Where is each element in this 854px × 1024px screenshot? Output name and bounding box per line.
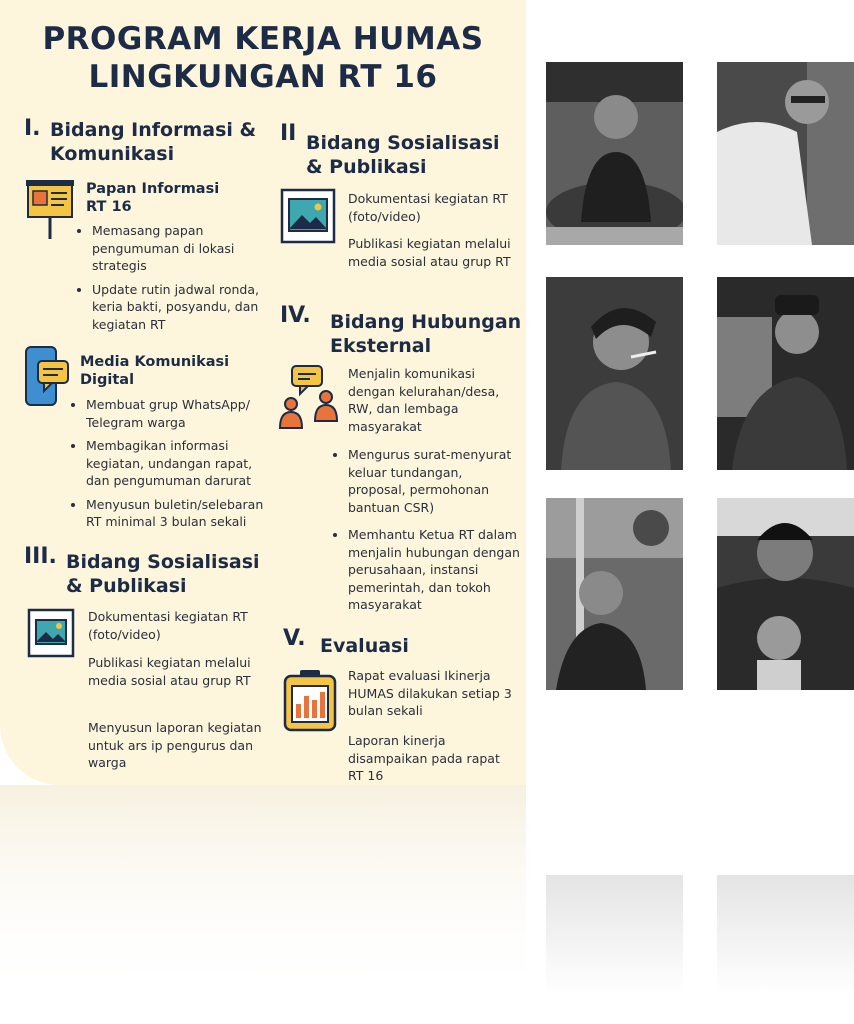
papan-title-line1: Papan Informasi: [86, 181, 220, 197]
section2-heading-line1: Bidang Sosialisasi: [306, 132, 500, 154]
photo-reflection: [717, 875, 854, 995]
presentation-board-icon: [24, 177, 76, 241]
section4-intro: Menjalin komunikasi dengan kelurahan/desa, RW, dan lembaga masyarakat: [348, 366, 500, 434]
photo-member: [717, 62, 854, 245]
section3-heading-line2: & Publikasi: [66, 575, 187, 597]
media-bullet-3: • Menyusun buletin/selebaran RT minimal 3 bulan sekali: [86, 496, 268, 531]
photo-member: [717, 277, 854, 470]
poster-title-line2: LINGKUNGAN RT 16: [88, 59, 438, 95]
section1-heading-line2: Komunikasi: [50, 143, 175, 165]
photo-member: [546, 498, 683, 690]
papan-bullet-2: • Update rutin jadwal ronda, keria bakti, posyandu, dan kegiatan RT: [92, 281, 266, 334]
section3-item-3: Menyusun laporan kegiatan untuk ars ip pengurus dan warga: [88, 720, 262, 770]
section3-heading-line1: Bidang Sosialisasi: [66, 551, 260, 573]
image-frame-icon: [27, 608, 75, 658]
section3-item-1: Dokumentasi kegiatan RT (foto/video): [88, 609, 248, 642]
section4-numeral: IV.: [280, 303, 311, 328]
section5-item-2: Laporan kinerja disampaikan pada rapat RT 16: [348, 733, 500, 783]
section4-bullet-1: • Mengurus surat-menyurat keluar tundangan, proposal, permohonan bantuan CSR): [348, 446, 520, 516]
poster: [0, 0, 526, 785]
smartphone-chat-icon: [24, 345, 70, 407]
section5-numeral: V.: [283, 626, 306, 651]
section3-numeral: III.: [24, 544, 57, 569]
section4-bullet-2: • Memhantu Ketua RT dalam menjalin hubungan dengan perusahaan, instansi pemerintah, dan tokoh masyarakat: [348, 526, 520, 614]
photo-reflection: [546, 875, 683, 995]
section4-heading-line1: Bidang Hubungan: [330, 311, 522, 333]
media-title-line1: Media Komunikasi: [80, 354, 230, 370]
section2-item-2: Publikasi kegiatan melalui media sosial atau grup RT: [348, 236, 511, 269]
section2-numeral: II: [280, 121, 297, 146]
papan-title-line2: RT 16: [86, 199, 132, 215]
section1-heading-line1: Bidang Informasi &: [50, 119, 257, 141]
papan-bullet-1: • Memasang papan pengumuman di lokasi strategis: [92, 222, 266, 275]
section5-heading: Evaluasi: [320, 635, 409, 657]
photo-member: [717, 498, 854, 690]
section5-item-1: Rapat evaluasi Ikinerja HUMAS dilakukan setiap 3 bulan sekali: [348, 668, 512, 718]
section2-item-1: Dokumentasi kegiatan RT (foto/video): [348, 191, 508, 224]
section3-item-2: Publikasi kegiatan melalui media sosial atau grup RT: [88, 655, 251, 688]
media-bullet-1: • Membuat grup WhatsApp/ Telegram warga: [86, 396, 268, 431]
people-chat-icon: [278, 364, 342, 430]
media-bullet-2: • Membagikan informasi kegiatan, undangan rapat, dan pengumuman darurat: [86, 437, 268, 490]
image-frame-icon: [280, 188, 336, 244]
section1-numeral: I.: [24, 116, 41, 141]
photo-member: [546, 277, 683, 470]
photo-member: [546, 62, 683, 245]
poster-title-line1: PROGRAM KERJA HUMAS: [42, 21, 484, 57]
bar-chart-icon: [282, 668, 338, 732]
media-title-line2: Digital: [80, 372, 135, 388]
section2-heading-line2: & Publikasi: [306, 156, 427, 178]
photo-grid: [540, 55, 854, 705]
poster-reflection: [0, 785, 526, 1024]
section4-heading-line2: Eksternal: [330, 335, 432, 357]
